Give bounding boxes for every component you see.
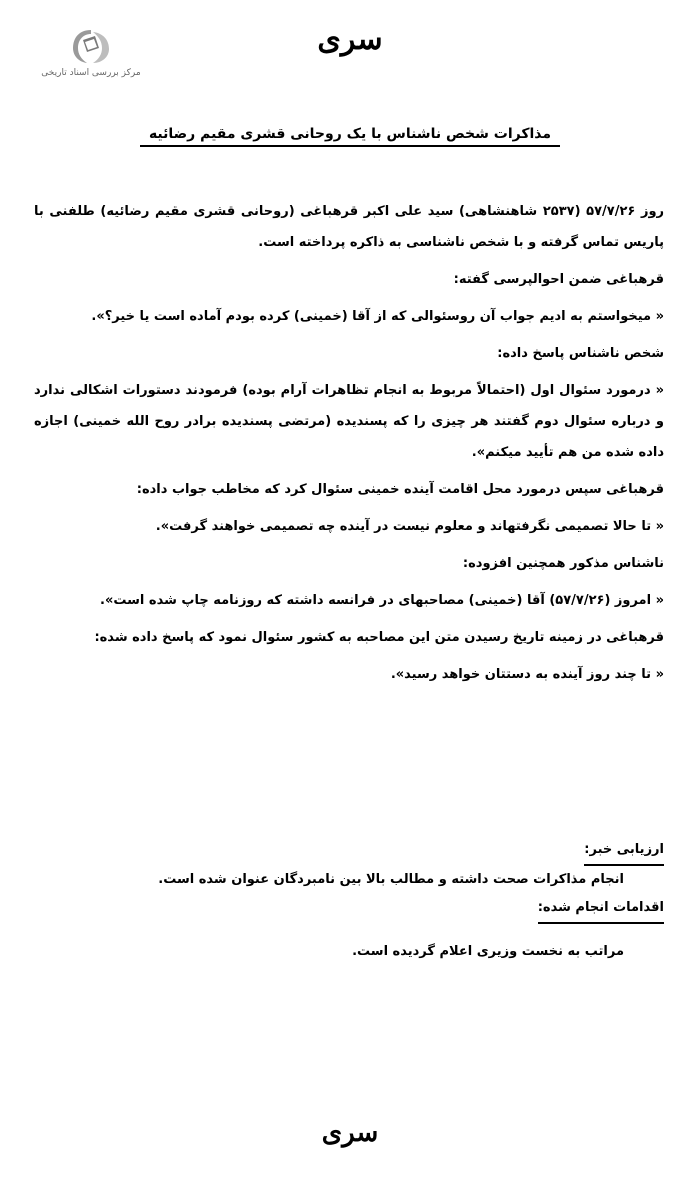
paragraph: شخص ناشناس پاسخ داده: — [497, 346, 664, 361]
quote-paragraph: « میخواستم به ادیم جواب آن روسئوالی که از آقا (خمینی) کرده بودم آماده است یا خیر؟». — [91, 309, 664, 324]
evaluation-heading: ارزیابی خبر: — [584, 836, 664, 866]
paragraph: ناشناس مذکور همچنین افزوده: — [462, 556, 664, 571]
paragraph: قرهباغی در زمینه تاریخ رسیدن متن این مصاحبه به کشور سئوال نمود که پاسخ داده شده: — [94, 630, 664, 645]
quote-paragraph: « تا حالا تصمیمی نگرفتهاند و معلوم نیست در آینده چه تصمیمی خواهند گرفت». — [155, 519, 664, 534]
paragraph: قرهباغی سپس درمورد محل اقامت آینده خمینی سئوال کرد که مخاطب جواب داده: — [136, 482, 664, 497]
paragraph: قرهباغی ضمن احوالپرسی گفته: — [453, 272, 664, 287]
quote-paragraph: « امروز (۵۷/۷/۲۶) آقا (خمینی) مصاحبهای در فرانسه داشته که روزنامه چاپ شده است». — [100, 593, 664, 608]
paragraph: روز ۵۷/۷/۲۶ (۲۵۳۷ شاهنشاهی) سید علی اکبر قرهباغی (روحانی قشری مقیم رضائیه) طلفنی با پاریس تماس گرفته و با شخص ناشناسی به ذاکره پرداخته است. — [34, 204, 665, 250]
assessment-block — [34, 836, 664, 966]
classification-bottom: سری — [321, 1118, 379, 1148]
actions-heading: اقدامات انجام شده: — [538, 894, 664, 924]
archive-caption: مرکز بررسی اسناد تاریخی — [41, 68, 141, 78]
evaluation-text: انجام مذاکرات صحت داشته و مطالب بالا بین نامبردگان عنوان شده است. — [158, 872, 624, 887]
quote-paragraph: « درمورد سئوال اول (احتمالاً مربوط به انجام تظاهرات آرام بوده) فرمودند دستورات اشکالی ندارد و درباره سئوال دوم گفتند هر چیزی را که پسندیده (مرتضی پسندیده برادر روح الله خمینی) اجازه داده شده من هم تأیید میکنم». — [34, 383, 664, 460]
quote-paragraph: « تا چند روز آینده به دستتان خواهد رسید». — [390, 667, 664, 682]
document-body — [34, 196, 664, 696]
classification-top: سری — [317, 22, 383, 57]
document-title: مذاکرات شخص ناشناس با یک روحانی قشری مقیم رضائیه — [140, 126, 560, 147]
actions-text: مراتب به نخست وزیری اعلام گردیده است. — [352, 944, 624, 959]
